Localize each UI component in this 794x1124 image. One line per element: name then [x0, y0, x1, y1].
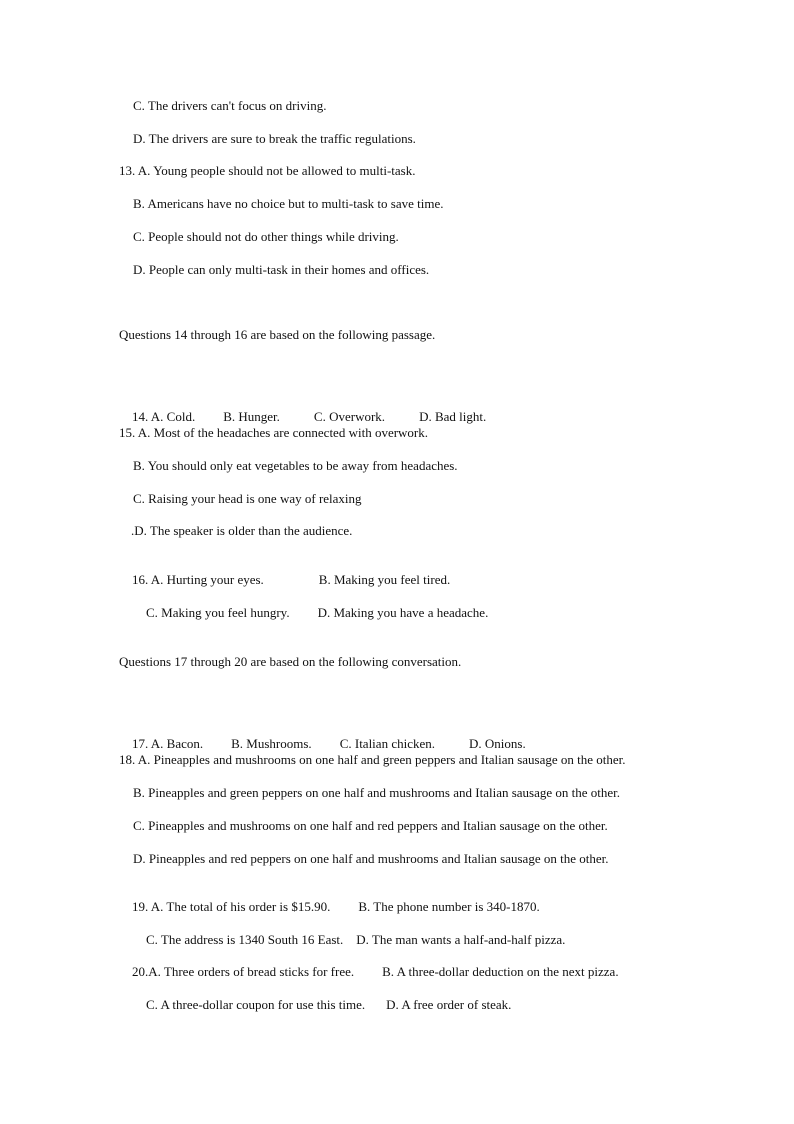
q18-option-b: B. Pineapples and green peppers on one half and mushrooms and Italian sausage on the other. [133, 785, 621, 800]
q18-option-a: 18. A. Pineapples and mushrooms on one half and green peppers and Italian sausage on the other. [119, 752, 626, 767]
q16-option-b: B. Making you feel tired. [318, 572, 451, 587]
q13-option-d: D. People can only multi-task in their homes and offices. [133, 262, 430, 277]
q15-option-c: C. Raising your head is one way of relaxing [133, 491, 362, 506]
q17-option-d: D. Onions. [469, 736, 526, 751]
q16-option-a: 16. A. Hurting your eyes. [132, 572, 264, 587]
q12-option-c: C. The drivers can't focus on driving. [133, 98, 327, 113]
q20-option-c: C. A three-dollar coupon for use this time. [146, 997, 366, 1012]
q19-option-a: 19. A. The total of his order is $15.90. [132, 899, 331, 914]
q13-option-a: 13. A. Young people should not be allowed to multi-task. [119, 163, 416, 178]
q16-option-c: C. Making you feel hungry. [146, 605, 290, 620]
q16-row-2 [133, 589, 488, 637]
q20-option-b: B. A three-dollar deduction on the next pizza. [382, 964, 619, 979]
q13-option-b: B. Americans have no choice but to multi-task to save time. [133, 196, 444, 211]
q19-option-d: D. The man wants a half-and-half pizza. [356, 932, 566, 947]
q20-row-2 [133, 981, 511, 1029]
q14-option-d: D. Bad light. [419, 409, 487, 424]
q15-option-d: .D. The speaker is older than the audience. [131, 523, 353, 538]
q20-option-d: D. A free order of steak. [386, 997, 512, 1012]
q20-option-a: 20.A. Three orders of bread sticks for free. [132, 964, 355, 979]
q17-option-c: C. Italian chicken. [339, 736, 435, 751]
q15-option-a: 15. A. Most of the headaches are connected with overwork. [119, 425, 429, 440]
q19-option-c: C. The address is 1340 South 16 East. [146, 932, 344, 947]
q15-option-b: B. You should only eat vegetables to be away from headaches. [133, 458, 458, 473]
q19-option-b: B. The phone number is 340-1870. [358, 899, 540, 914]
q18-option-c: C. Pineapples and mushrooms on one half and red peppers and Italian sausage on the other. [133, 818, 608, 833]
q14-option-a: 14. A. Cold. [132, 409, 196, 424]
q12-option-d: D. The drivers are sure to break the traffic regulations. [133, 131, 416, 146]
q17-option-b: B. Mushrooms. [231, 736, 312, 751]
section-heading-17-20: Questions 17 through 20 are based on the following conversation. [119, 654, 462, 669]
q13-option-c: C. People should not do other things while driving. [133, 229, 399, 244]
q18-option-d: D. Pineapples and red peppers on one half and mushrooms and Italian sausage on the other. [133, 851, 609, 866]
q14-option-b: B. Hunger. [223, 409, 280, 424]
q14-option-c: C. Overwork. [313, 409, 386, 424]
q17-option-a: 17. A. Bacon. [132, 736, 204, 751]
section-heading-14-16: Questions 14 through 16 are based on the following passage. [119, 327, 436, 342]
q16-option-d: D. Making you have a headache. [317, 605, 489, 620]
